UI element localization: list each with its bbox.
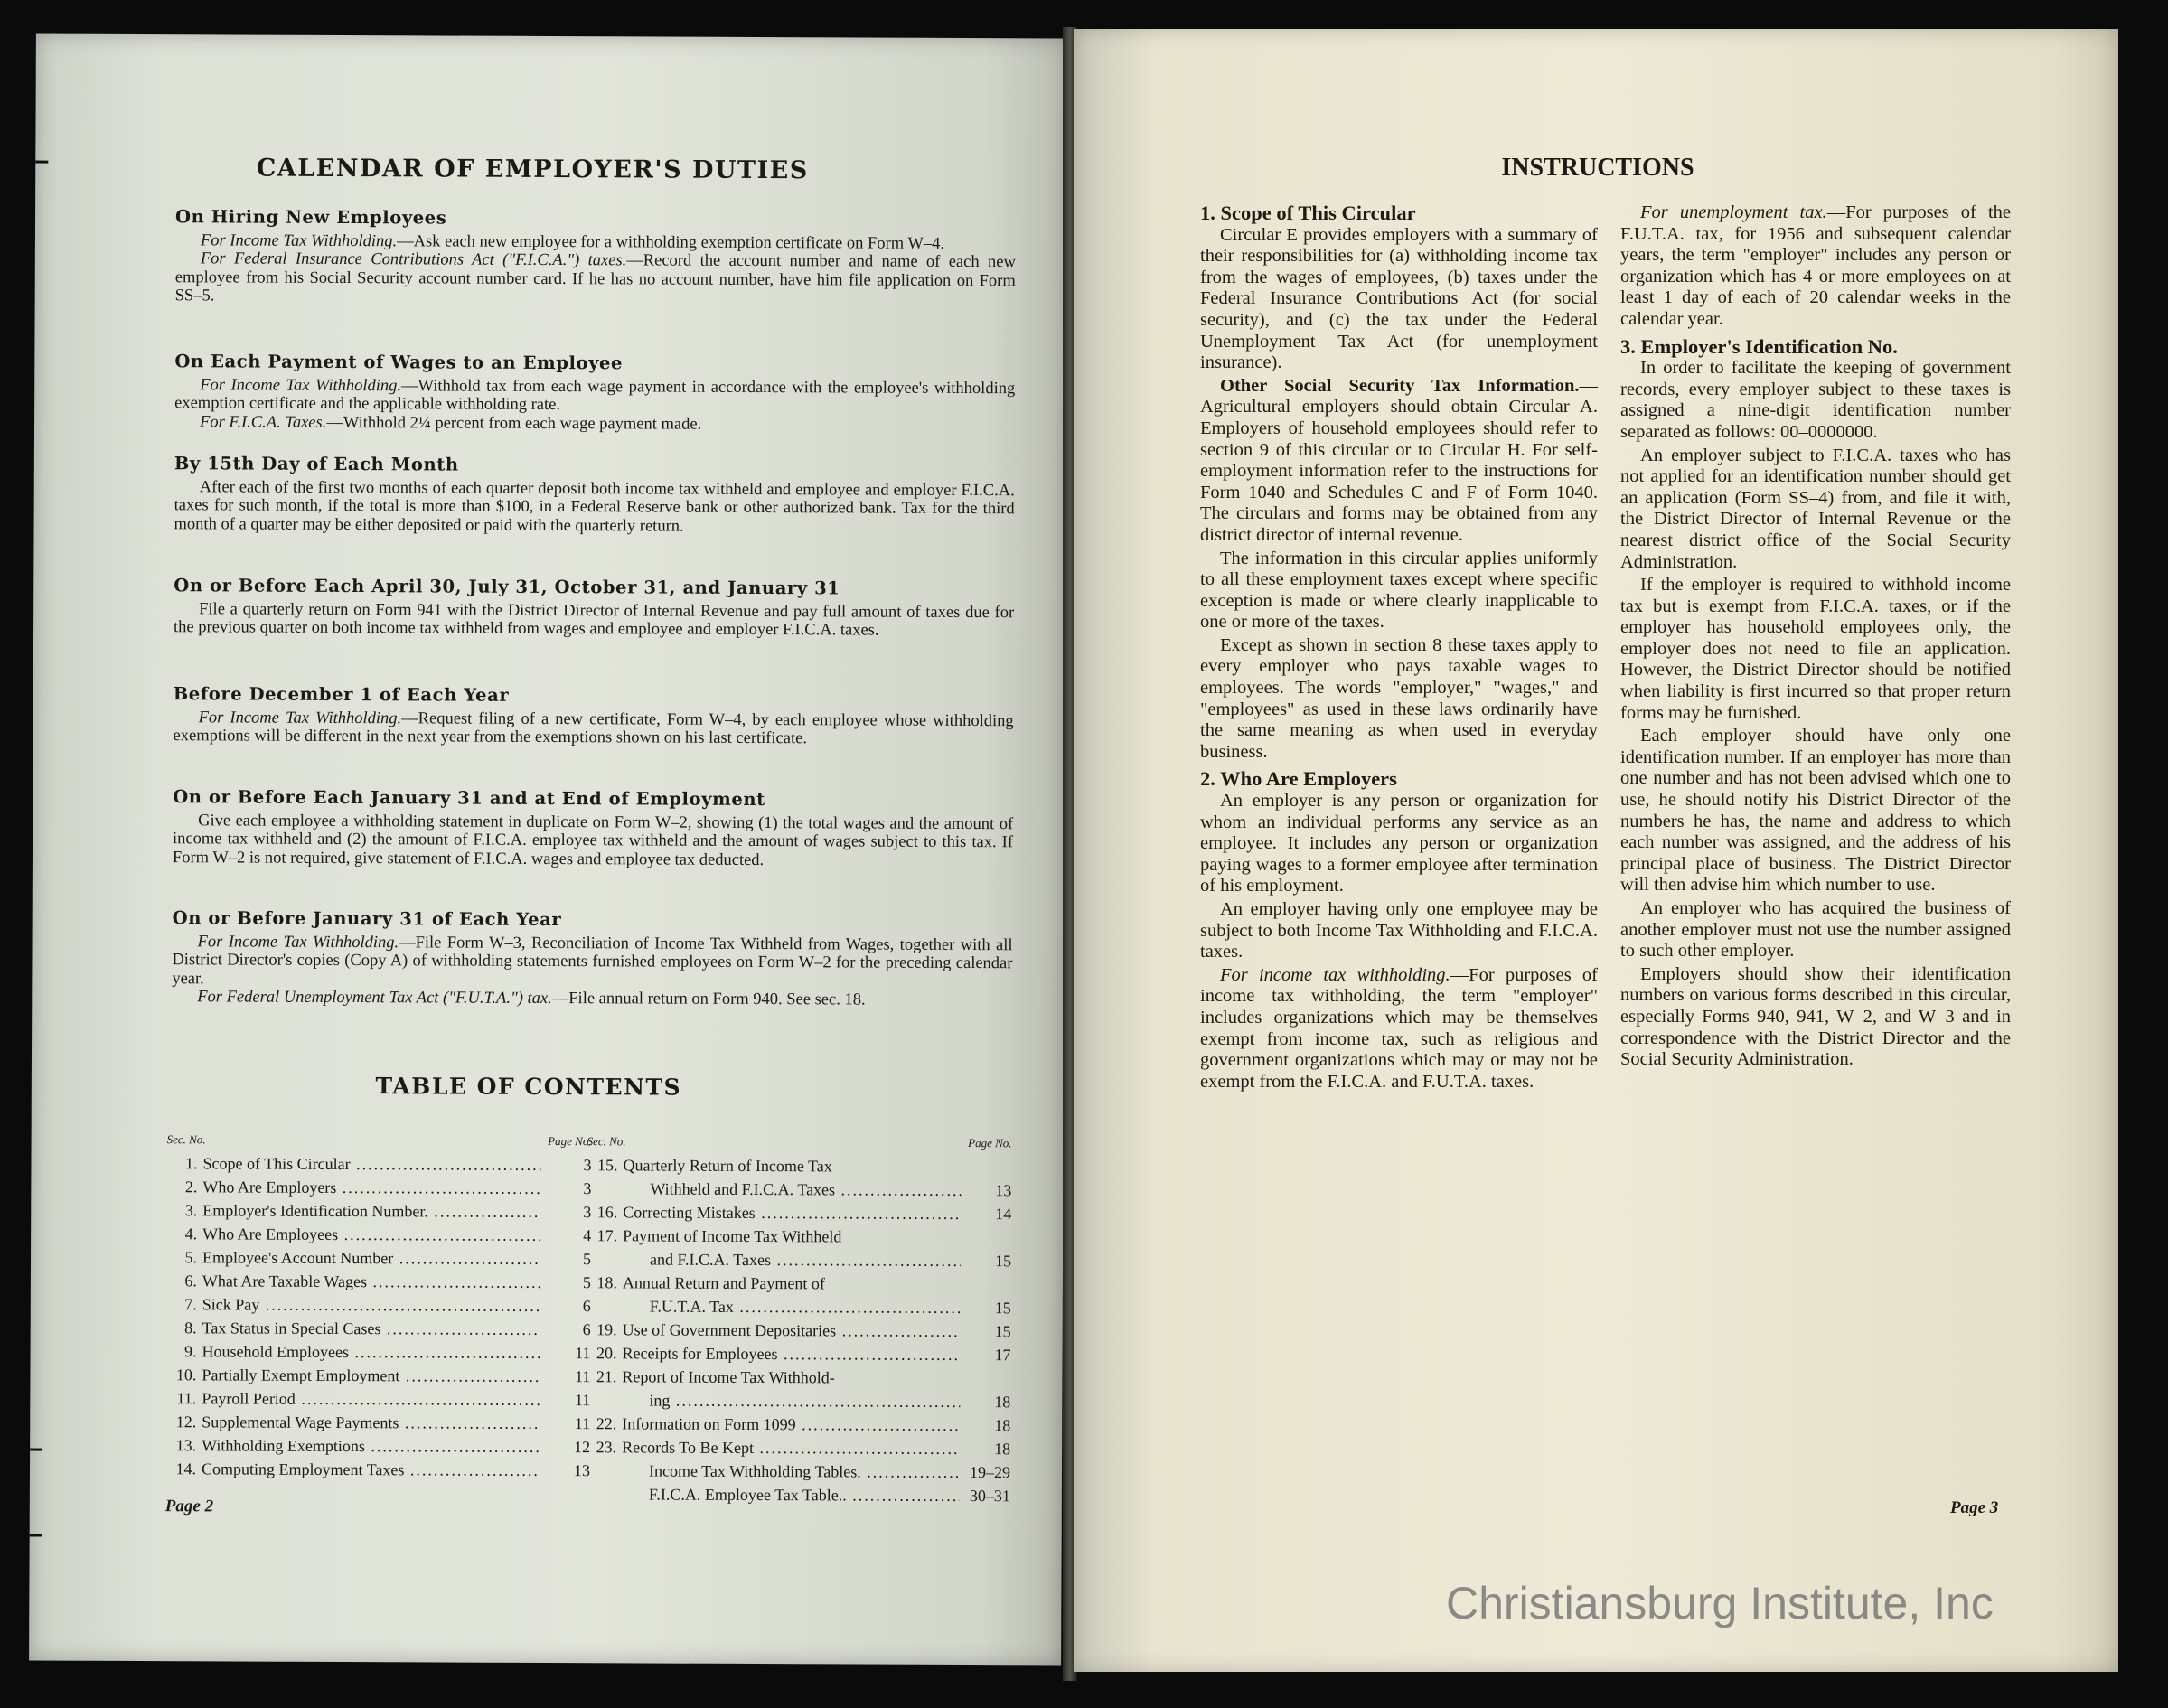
page-number-right: Page 3 [1950, 1498, 1999, 1517]
toc-page-number: 5 [582, 1250, 592, 1269]
toc-entry-title-continued: and F.I.C.A. Taxes ..... [650, 1247, 961, 1272]
toc-page-number: 18 [994, 1416, 1011, 1435]
paragraph: Employers should show their identification numbers on various forms described in this circular, especially Forms 940, 941, W–2, and W–3 and in correspondence with the District Director and the Social Security Administration. [1620, 963, 2011, 1070]
section-paragraph: For Income Tax Withholding.—Withhold tax from each wage payment in accordance with the employee's withholding exemption certificate and the applicable withholding rate. [174, 375, 1016, 415]
toc-entry-title: Receipts for Employees ..... [623, 1341, 961, 1366]
section-heading: 3. Employer's Identification No. [1620, 334, 1898, 358]
toc-entry-title: Report of Income Tax Withhold- [622, 1367, 835, 1387]
toc-entry-title: Household Employees ..... [202, 1339, 540, 1365]
section-heading: On Hiring New Employees [175, 206, 447, 229]
toc-page-number: 15 [994, 1299, 1011, 1318]
paragraph: An employer subject to F.I.C.A. taxes who has not applied for an identification number should get an application (Form SS–4) from, and file it with, the District Director of Internal Revenue or the nearest district office of the Social Security Administration. [1620, 445, 2011, 572]
calendar-section [175, 208, 1016, 309]
toc-entry [586, 1459, 1010, 1484]
toc-section-number: 18. [596, 1273, 617, 1292]
toc-section-number: 16. [596, 1203, 618, 1222]
toc-entry-title: Annual Return and Payment of [622, 1273, 825, 1293]
toc-entry [165, 1363, 590, 1388]
toc-entry-continuation [587, 1177, 1011, 1202]
section-heading: 1. Scope of This Circular [1200, 202, 1416, 224]
toc-sec-label: Sec. No. [587, 1134, 626, 1149]
toc-entry [166, 1316, 591, 1341]
toc-entry [587, 1224, 1011, 1249]
toc-entry [166, 1339, 591, 1365]
toc-entry-title: Employer's Identification Number. ..... [202, 1198, 540, 1224]
toc-section-number: 2. [184, 1178, 198, 1197]
toc-entry-title-continued: Withheld and F.I.C.A. Taxes ..... [650, 1177, 961, 1202]
toc-section-number: 23. [596, 1438, 617, 1457]
toc-entry [586, 1435, 1010, 1460]
toc-section-number [586, 1482, 649, 1506]
section-paragraph: For Income Tax Withholding.—File Form W–3, Reconciliation of Income Tax Withheld from Wages, together with all District Director's copies (Copy A) of withholding statements furnished employees on Form W–2 for the preceding calendar year. [172, 932, 1013, 988]
toc-entry [587, 1318, 1011, 1343]
paragraph: Other Social Security Tax Information.—Agricultural employers should obtain Circular A. Employers of household employees should refer to section 9 of this circular or to Circular H. For self-employment information refer to the instructions for Form 1040 and Schedules C and F of Form 1040. The circulars and forms may be obtained from any district director of internal revenue. [1200, 375, 1598, 545]
toc-entry-title: Income Tax Withholding Tables. ..... [649, 1459, 960, 1484]
toc-entry-title: Partially Exempt Employment ..... [202, 1363, 540, 1388]
toc-entry [586, 1482, 1010, 1507]
toc-header [167, 1128, 592, 1153]
toc-entry [166, 1269, 591, 1294]
calendar-section [174, 455, 1015, 537]
toc-section-number [586, 1459, 649, 1482]
paragraph: Circular E provides employers with a summary of their responsibilities for (a) withholding income tax from the wages of employees, (b) taxes under the Federal Insurance Contributions Act (for social security), and (c) the tax under the Federal Unemployment Tax Act (for unemployment insurance). [1200, 224, 1598, 373]
toc-page-number: 18 [994, 1393, 1011, 1412]
toc-page-number: 11 [575, 1344, 591, 1363]
calendar-title: CALENDAR OF EMPLOYER'S DUTIES [256, 154, 809, 185]
toc-section-number: 17. [596, 1226, 618, 1245]
section-heading: Before December 1 of Each Year [173, 683, 510, 706]
section-paragraph: For Federal Unemployment Tax Act ("F.U.T.A.") tax.—File annual return on Form 940. See sec. 18. [197, 988, 866, 1009]
toc-entry-title: F.I.C.A. Employee Tax Table.. ..... [649, 1482, 960, 1507]
toc-page-number: 14 [995, 1205, 1012, 1224]
paragraph: An employer having only one employee may be subject to both Income Tax Withholding and F.I.C.A. taxes. [1200, 899, 1598, 962]
paragraph: The information in this circular applies uniformly to all these employment taxes except where specific exception is made or where clearly inapplicable to one or more of the taxes. [1200, 548, 1598, 633]
toc-entry [166, 1292, 591, 1318]
section-heading: On or Before Each April 30, July 31, October 31, and January 31 [174, 575, 840, 599]
toc-page-number: 3 [583, 1203, 592, 1222]
section-paragraph: Give each employee a withholding statement in duplicate on Form W–2, showing (1) the total wages and the amount of income tax withheld and (2) the amount of F.I.C.A. employee tax withheld and the amount of wages subject to this tax. If Form W–2 is not required, give statement of F.I.C.A. wages and employee tax deducted. [172, 811, 1014, 869]
toc-section-number: 7. [184, 1295, 197, 1314]
toc-entry [587, 1271, 1011, 1296]
instructions-title: INSTRUCTIONS [1501, 154, 1694, 182]
toc-section-number: 10. [175, 1365, 197, 1384]
toc-entry [586, 1365, 1010, 1390]
instructions-column-2 [1620, 202, 2011, 1073]
toc-page-number: 15 [994, 1322, 1011, 1341]
paragraph: If the employer is required to withhold income tax but is exempt from F.I.C.A. taxes, or if the employer has household employees only, the employer does not need to file an application. However, the District Director should be notified when liability is first incurred so that proper return forms may be furnished. [1620, 575, 2011, 723]
margin-mark [30, 1449, 42, 1451]
toc-section-number: 3. [184, 1201, 198, 1220]
toc-page-number: 11 [575, 1367, 591, 1386]
calendar-section [172, 909, 1012, 1010]
calendar-section [174, 352, 1015, 435]
toc-entry [166, 1222, 591, 1247]
margin-mark [30, 1534, 42, 1537]
section-paragraph: For Income Tax Withholding.—Ask each new employee for a withholding exemption certificate on Form W–4. [200, 230, 945, 253]
toc-section-number: 20. [596, 1344, 617, 1363]
toc-entry [166, 1245, 591, 1271]
toc-page-number: 6 [582, 1297, 591, 1316]
paragraph: In order to facilitate the keeping of government records, every employer subject to these taxes is assigned a nine-digit identification number separated as follows: 00–0000000. [1620, 358, 2011, 442]
toc-section-number: 8. [184, 1319, 197, 1337]
toc-entry [166, 1151, 591, 1177]
toc-page-number: 19–29 [969, 1463, 1011, 1482]
paragraph: An employer who has acquired the business of another employer must not use the number assigned to such other employer. [1620, 898, 2011, 962]
paragraph: For income tax withholding.—For purposes of income tax withholding, the term "employer" includes organizations which may be themselves exempt from income tax, such as religious and government organizations which may or may not be exempt from the F.I.C.A. and F.U.T.A. taxes. [1200, 964, 1599, 1092]
toc-entry-title: Payment of Income Tax Withheld [623, 1226, 842, 1246]
toc-section-number: 11. [176, 1389, 197, 1408]
toc-right-column [586, 1130, 1012, 1507]
toc-sec-label: Sec. No. [166, 1132, 206, 1147]
section-paragraph: For Federal Insurance Contributions Act ("F.I.C.A.") taxes.—Record the account number and name of each new employee from his Social Security account number card. If he has no account number, have him file application on Form SS–5. [174, 249, 1016, 305]
section-paragraph: After each of the first two months of each quarter deposit both income tax withheld and employee and employer F.I.C.A. taxes for such month, if the total is more than $100, in a Federal Reserve bank or other authorized bank. Tax for the third month of a quarter may be either deposited or paid with the quarterly return. [174, 477, 1015, 536]
toc-entry [587, 1341, 1011, 1366]
toc-entry-title: Records To Be Kept ..... [622, 1435, 960, 1460]
toc-entry-title: What Are Taxable Wages ..... [202, 1269, 540, 1294]
toc-entry-title: Supplemental Wage Payments ..... [202, 1410, 540, 1435]
section-heading: On or Before January 31 of Each Year [172, 907, 562, 931]
toc-entry-title: Sick Pay ..... [202, 1292, 540, 1318]
toc-entry-continuation [587, 1294, 1011, 1319]
toc-entry-title: Who Are Employees ..... [202, 1222, 540, 1247]
toc-page-number: 13 [995, 1181, 1012, 1200]
instructions-column-1 [1200, 202, 1598, 1094]
toc-entry [165, 1386, 590, 1412]
left-page [29, 34, 1068, 1666]
page-number-left: Page 2 [164, 1497, 214, 1516]
paragraph: Except as shown in section 8 these taxes apply to every employer who pays taxable wages to employees. The words "employer," "wages," and "employees" as used in these laws ordinarily have the same meaning as when used in everyday business. [1200, 634, 1598, 762]
paragraph: For unemployment tax.—For purposes of the F.U.T.A. tax, for 1956 and subsequent calendar years, the term "employer" includes any person or organization which has 4 or more employees on at least 1 day of each of 20 calendar weeks in the calendar year. [1620, 202, 2011, 329]
toc-page-number: 13 [573, 1461, 591, 1480]
toc-entry [586, 1412, 1010, 1437]
toc-entry-title: Employee's Account Number ..... [202, 1245, 540, 1271]
toc-left-column [165, 1128, 592, 1482]
toc-entry-title: Quarterly Return of Income Tax [623, 1156, 832, 1176]
toc-entry-title: Withholding Exemptions ..... [202, 1433, 540, 1459]
toc-entry-title: Computing Employment Taxes ..... [202, 1457, 540, 1482]
toc-section-number: 9. [184, 1342, 197, 1361]
toc-entry-title: Payroll Period ..... [202, 1386, 540, 1412]
toc-page-label: Page No. [968, 1136, 1012, 1150]
toc-entry [587, 1153, 1011, 1178]
toc-entry [165, 1410, 590, 1435]
toc-section-number: 12. [175, 1412, 197, 1431]
toc-entry-title-continued: ing ..... [649, 1388, 960, 1413]
section-heading: By 15th Day of Each Month [174, 453, 459, 475]
toc-page-number: 11 [574, 1414, 591, 1433]
toc-page-number: 4 [583, 1226, 592, 1245]
calendar-section [174, 577, 1014, 641]
calendar-section [173, 685, 1013, 749]
toc-entry-title: Correcting Mistakes ..... [623, 1200, 961, 1225]
toc-section-number: 21. [596, 1367, 617, 1386]
toc-entry-continuation [586, 1388, 1010, 1413]
toc-entry-title: Information on Form 1099 ..... [622, 1412, 960, 1437]
toc-entry-title: Use of Government Depositaries ..... [623, 1318, 961, 1343]
calendar-section [173, 788, 1013, 870]
toc-page-number: 11 [574, 1391, 591, 1410]
margin-mark [35, 161, 48, 164]
toc-page-number: 30–31 [969, 1487, 1010, 1506]
toc-entry-continuation [587, 1247, 1011, 1272]
toc-page-number: 15 [994, 1252, 1012, 1271]
right-page [1074, 29, 2118, 1672]
toc-entry [166, 1198, 591, 1224]
toc-page-number: 12 [574, 1438, 591, 1457]
toc-section-number: 4. [184, 1225, 198, 1243]
toc-section-number: 6. [184, 1272, 197, 1290]
toc-entry [165, 1433, 590, 1459]
toc-section-number: 13. [175, 1436, 197, 1455]
toc-section-number: 19. [596, 1320, 617, 1339]
toc-section-number: 14. [175, 1459, 197, 1478]
toc-header [587, 1130, 1012, 1155]
section-paragraph: File a quarterly return on Form 941 with the District Director of Internal Revenue and pay full amount of taxes due for the previous quarter on both income tax withheld from wages and employee and employer F.I.C.A. taxes. [174, 599, 1015, 640]
toc-entry [165, 1457, 590, 1482]
paragraph: Each employer should have only one identification number. If an employer has more than one number and has not been advised which one to use, he should notify his District Director of the numbers he has, the name and address to which each number was assigned, and the address of his principal place of business. The District Director will then advise him which number to use. [1620, 726, 2011, 896]
toc-page-number: 6 [582, 1320, 591, 1339]
section-paragraph: For F.I.C.A. Taxes.—Withhold 2¼ percent from each wage payment made. [200, 412, 702, 434]
toc-entry-title: Tax Status in Special Cases ..... [202, 1316, 540, 1341]
watermark: Christiansburg Institute, Inc [1446, 1578, 1994, 1628]
toc-page-number: 3 [583, 1156, 592, 1175]
toc-entry-title-continued: F.U.T.A. Tax ..... [650, 1294, 961, 1319]
toc-section-number: 5. [184, 1248, 198, 1267]
toc-page-number: 3 [583, 1179, 592, 1198]
toc-page-number: 18 [994, 1440, 1011, 1459]
section-heading: On Each Payment of Wages to an Employee [174, 351, 624, 374]
toc-entry-title: Scope of This Circular ..... [202, 1151, 540, 1177]
paragraph: An employer is any person or organization for whom an individual performs any service as an employee. It includes any person or organization paying wages to a former employee after termination of his employment. [1200, 791, 1598, 896]
toc-entry-title: Who Are Employers ..... [202, 1175, 540, 1200]
section-heading: 2. Who Are Employers [1200, 767, 1397, 791]
toc-entry [587, 1200, 1011, 1225]
toc-section-number: 1. [184, 1154, 198, 1173]
toc-entry [166, 1175, 591, 1200]
section-paragraph: For Income Tax Withholding.—Request filing of a new certificate, Form W–4, by each employee whose withholding exemptions will be different in the next year from the exemptions shown on his last certificate. [173, 708, 1014, 748]
toc-page-number: 5 [582, 1273, 591, 1292]
toc-page-label: Page No. [548, 1133, 592, 1149]
section-heading: On or Before Each January 31 and at End of Employment [173, 786, 765, 811]
toc-section-number: 15. [596, 1156, 618, 1175]
toc-section-number: 22. [596, 1414, 617, 1433]
toc-page-number: 17 [994, 1346, 1011, 1365]
toc-title: TABLE OF CONTENTS [375, 1073, 682, 1101]
